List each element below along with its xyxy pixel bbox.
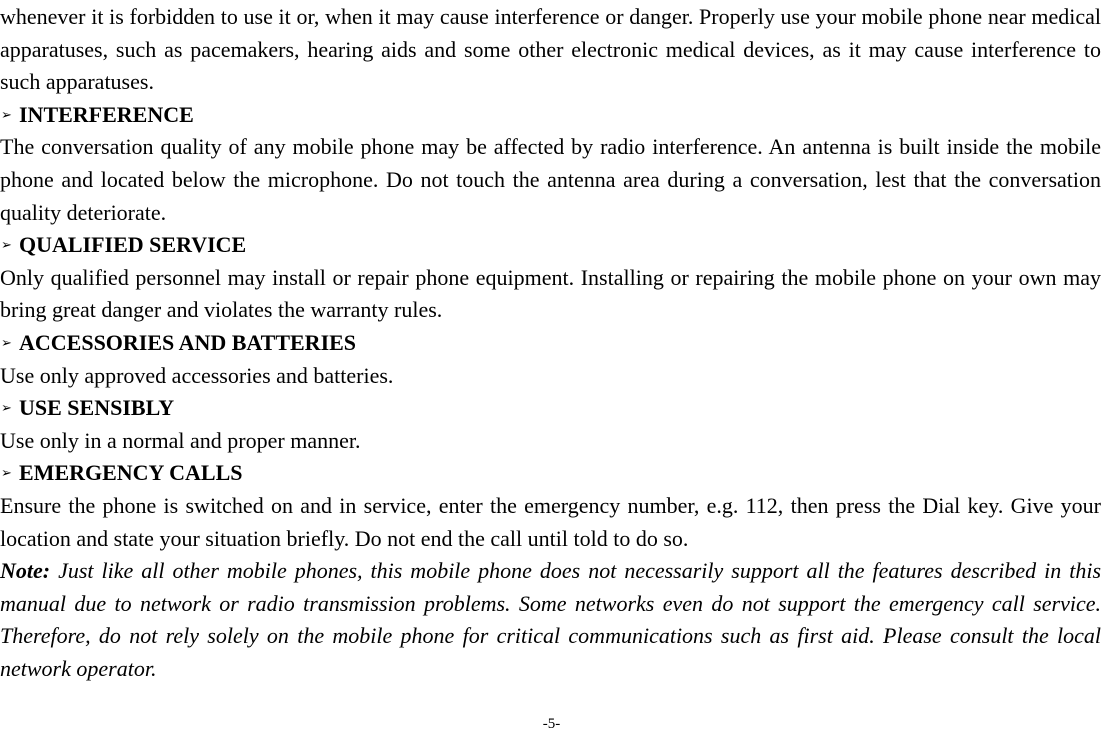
intro-paragraph: whenever it is forbidden to use it or, when it may cause interference or danger. Properly use your mobile phone near medical apparatuses, such as pacemakers, hearing aids and some other electronic medical devices, as it may cause interference to such apparatuses. [0,4,1101,95]
section-body-accessories-batteries: Use only approved accessories and batteries. [0,362,394,388]
arrow-bullet-icon: ➢ [1,106,12,122]
section-heading-label: QUALIFIED SERVICE [19,232,247,258]
section-heading-accessories-batteries [0,327,1103,360]
section-body-qualified-service: Only qualified personnel may install or repair phone equipment. Installing or repairing the mobile phone on your own may bring great danger and violates the warranty rules. [0,264,1101,323]
section-heading-label: INTERFERENCE [19,101,194,127]
arrow-bullet-icon: ➢ [1,334,12,350]
section-heading-label: USE SENSIBLY [19,395,175,421]
section-heading-interference [0,99,1103,132]
section-heading-qualified-service [0,229,1103,262]
page-number: -5- [542,716,561,732]
section-heading-emergency-calls [0,457,1103,490]
note-paragraph [0,555,1101,685]
note-label: Note: [0,558,51,584]
arrow-bullet-icon: ➢ [1,400,12,416]
section-heading-label: ACCESSORIES AND BATTERIES [19,329,357,355]
section-body-interference: The conversation quality of any mobile phone may be affected by radio interference. An antenna is built inside the mobile phone and located below the microphone. Do not touch the antenna area during a conversation, lest that the conversation quality deteriorate. [0,134,1101,225]
section-body-emergency-calls: Ensure the phone is switched on and in service, enter the emergency number, e.g. 112, then press the Dial key. Give your location and state your situation briefly. Do not end the call until told to do so. [0,492,1101,551]
section-heading-use-sensibly [0,392,1103,425]
arrow-bullet-icon: ➢ [1,465,12,481]
arrow-bullet-icon: ➢ [1,237,12,253]
note-text: Just like all other mobile phones, this mobile phone does not necessarily support all the features described in this manual due to network or radio transmission problems. Some networks even do not support the emergency call service. Therefore, do not rely solely on the mobile phone for critical communications such as first aid. Please consult the local network operator. [0,558,1101,681]
section-body-use-sensibly: Use only in a normal and proper manner. [0,427,361,453]
section-heading-label: EMERGENCY CALLS [19,460,243,486]
